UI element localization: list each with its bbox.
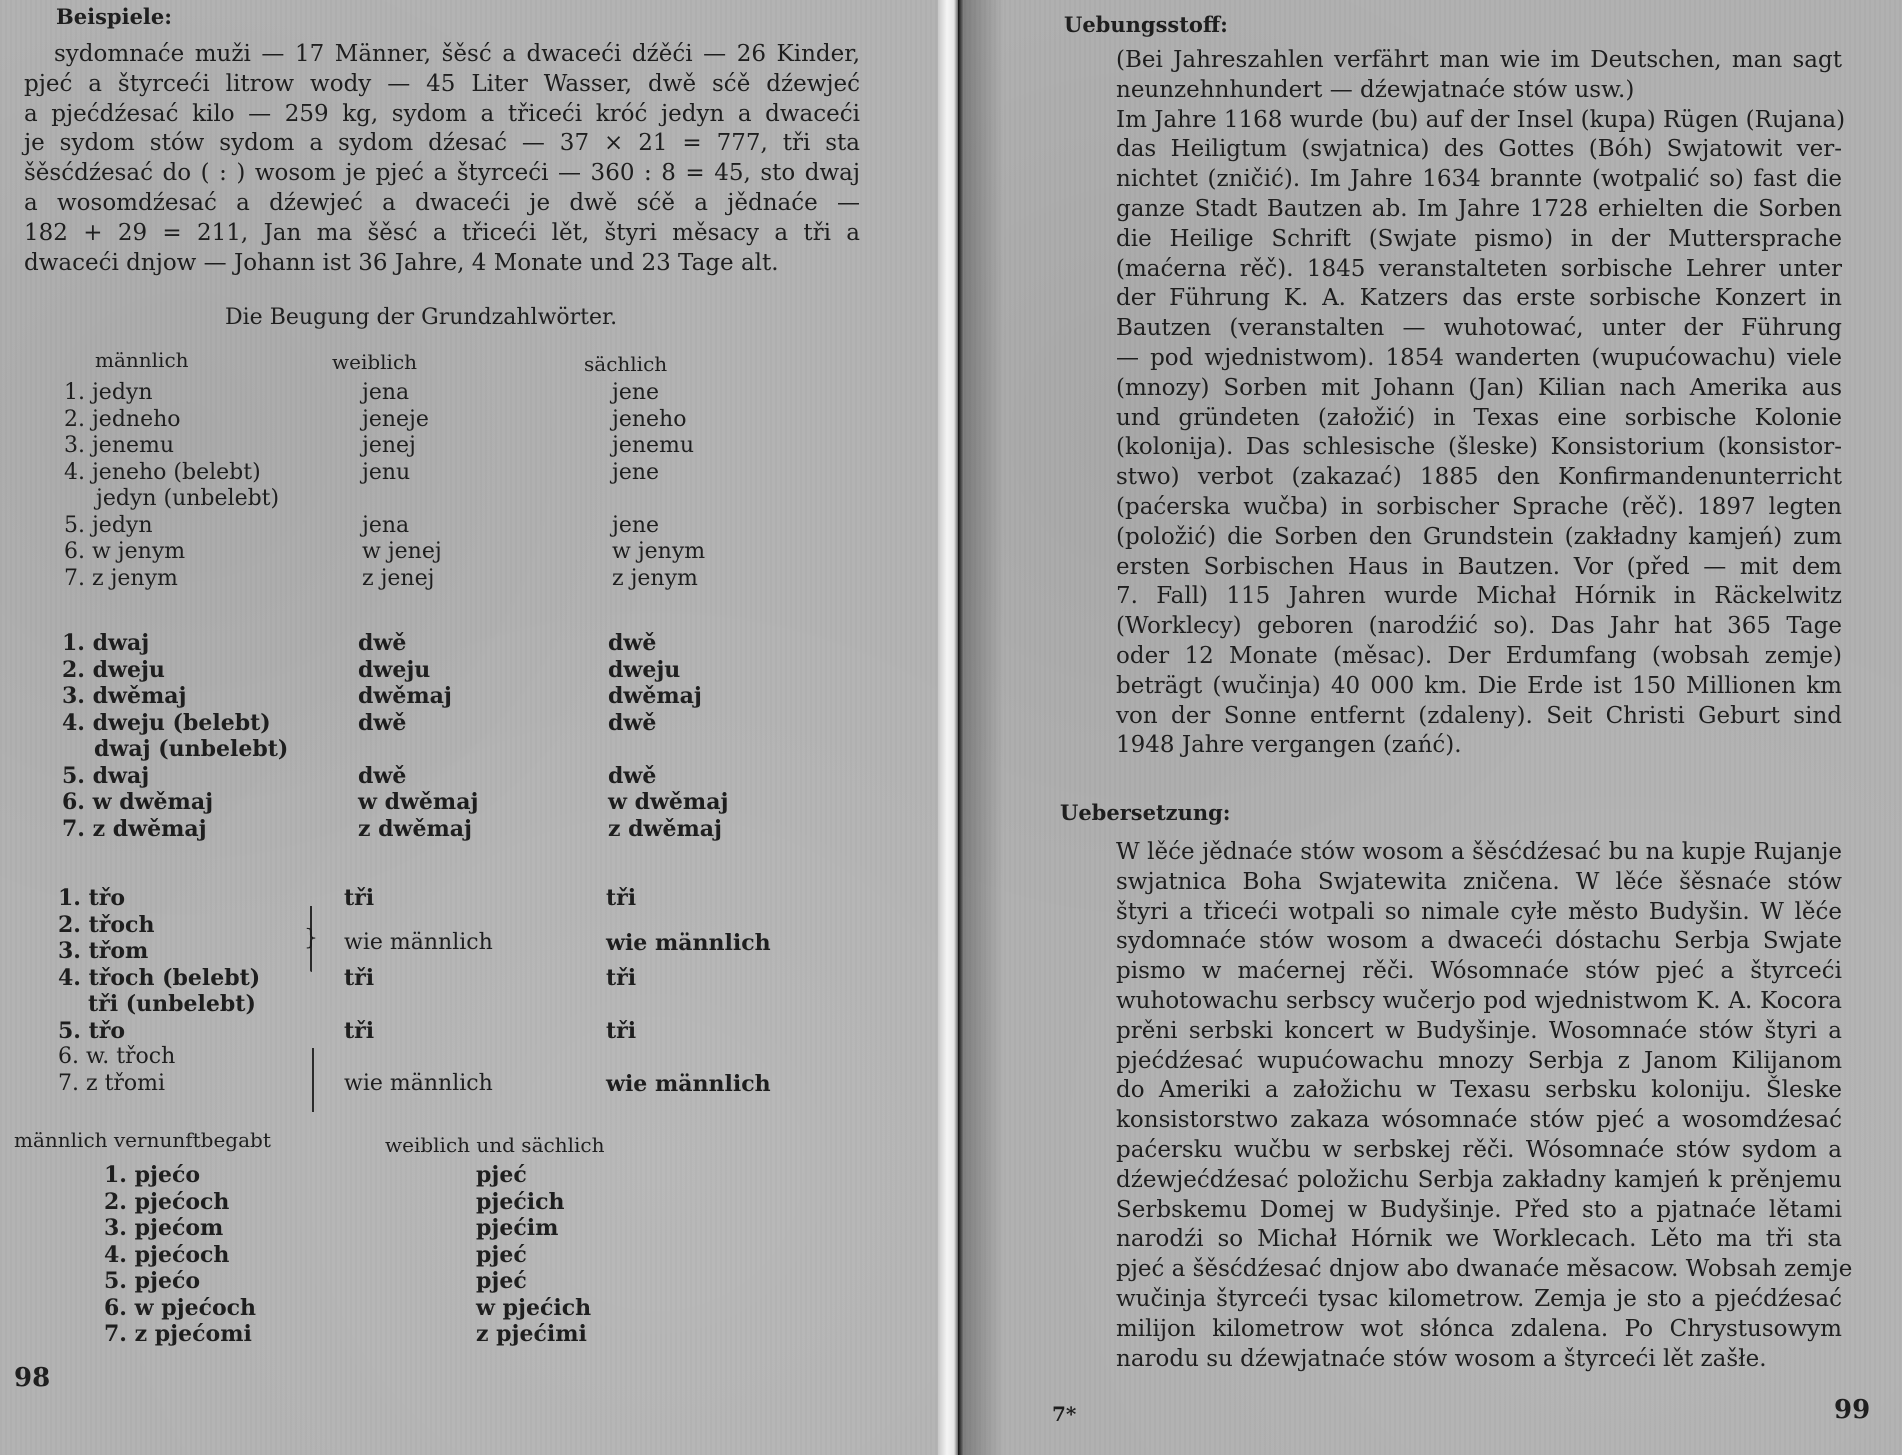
left-page <box>0 0 938 1455</box>
column-header-masculine: männlich <box>95 348 189 372</box>
translation-paragraph <box>1116 838 1853 1374</box>
text-line: dźewjećdźesać položichu Serbja zakładny kamjeń k prěnjemu <box>1116 1166 1842 1193</box>
text-line: a wosomdźesać a dźewjeć a dwaceći je dwě sćě a jědnaće — <box>24 189 860 216</box>
text-line: (kolonija). Das schlesische (šleske) Konsistorium (konsistor- <box>1116 434 1842 461</box>
column-header-feminine: weiblich <box>332 350 418 374</box>
table-row: 3. dwěmaj dwěmaj dwěmaj <box>62 683 702 709</box>
text-line: pismo w maćernej rěči. Wósomnaće stów pjeć a štyrceći <box>1116 958 1842 985</box>
text-line: wučinja štyrceći tysac kilometrow. Zemja je sto a pjećdźesać <box>1116 1285 1842 1312</box>
table-row: 7. z pjećomi z pjećimi <box>104 1321 587 1347</box>
signature-mark: 7* <box>1052 1402 1077 1426</box>
text-line: (paćerska wučba) in sorbischer Sprache (rěč). 1897 legten <box>1116 493 1842 520</box>
table-row: 1. jedyn jena jene <box>64 380 660 405</box>
table-row: 7. z třomi wie männlich wie männlich <box>58 1070 771 1097</box>
text-line: nichtet (zničić). Im Jahre 1634 brannte (wotpalić so) fast die <box>1116 166 1842 193</box>
text-line: milijon kilometrow wot słónca zdalena. Po Chrystusowym <box>1116 1315 1842 1342</box>
text-line: narodu su dźewjatnaće stów wosom a štyrceći lět zašłe. <box>1116 1345 1767 1372</box>
text-line: (Bei Jahreszahlen verfährt man wie im Deutschen, man sagt <box>1116 47 1842 73</box>
table-row: 5. jedyn jena jene <box>64 512 660 538</box>
table-row: 1. dwaj dwě dwě <box>62 630 657 656</box>
table-row: 7. z dwěmaj z dwěmaj z dwěmaj <box>62 815 722 842</box>
book-gutter-highlight <box>938 0 958 1455</box>
text-line: (mnozy) Sorben mit Johann (Jan) Kilian nach Amerika aus <box>1116 374 1842 401</box>
table-row: 1. třo tři tři <box>58 885 637 911</box>
text-line: Im Jahre 1168 wurde (bu) auf der Insel (kupa) Rügen (Rujana) <box>1116 106 1846 133</box>
table-row: 6. w jenym w jenej w jenym <box>64 539 706 564</box>
table-row: 6. w pjećoch w pjećich <box>104 1294 592 1321</box>
text-line: sydomnaće muži — 17 Männer, šěsć a dwaceći dźěći — 26 Kinder, <box>54 41 860 67</box>
text-line: do Ameriki a załožichu w Texasu serbsku koloniju. Šleske <box>1116 1077 1842 1104</box>
table-row: 2. pjećoch pjećich <box>104 1188 565 1215</box>
text-line: štyri a třiceći wotpali so nimale cyłe město Budyšin. W lěće <box>1116 898 1842 925</box>
brace-tip: } <box>304 926 318 951</box>
table-row: 5. třo tři tři <box>58 1017 637 1044</box>
declension-table-three <box>58 885 778 1097</box>
text-line: Serbskemu Domej w Budyšinje. Před sto a pjatnaće lětami <box>1116 1196 1842 1223</box>
table-row: 3. třom wie männlich wie männlich <box>58 930 771 964</box>
text-line: oder 12 Monate (měsac). Der Erdumfang (wobsah zemje) <box>1116 642 1842 669</box>
column-header-feminine-neuter: weiblich und sächlich <box>385 1133 605 1157</box>
text-line: — pod wjednistwom). 1854 wanderten (wupućowachu) viele <box>1116 344 1842 371</box>
text-line: dwaceći dnjow — Johann ist 36 Jahre, 4 Monate und 23 Tage alt. <box>24 249 779 276</box>
table-row: 3. pjećom pjećim <box>104 1215 559 1241</box>
right-page <box>964 0 1902 1455</box>
text-line: stwo) verbot (zakazać) 1885 den Konfirmandenunterricht <box>1116 464 1842 491</box>
text-line: neunzehnhundert — dźewjatnaće stów usw.) <box>1116 76 1635 103</box>
translation-heading: Uebersetzung: <box>1060 800 1231 825</box>
text-line: šěsćdźesać do ( : ) wosom je pjeć a štyrceći — 360 : 8 = 45, sto dwaj <box>24 160 860 187</box>
text-line: 1948 Jahre vergangen (zańć). <box>1116 732 1462 759</box>
text-line: (položić) die Sorben den Grundstein (zakładny kamjeń) zum <box>1116 523 1842 550</box>
text-line: die Heilige Schrift (Swjate pismo) in der Muttersprache <box>1116 225 1842 252</box>
text-line: pjeć a štyrceći litrow wody — 45 Liter Wasser, dwě sćě dźewjeć <box>24 70 860 97</box>
table-row: 4. pjećoch pjeć <box>104 1241 527 1268</box>
text-line: swjatnica Boha Swjatewita zničena. W lěće šěsnaće stów <box>1116 868 1842 895</box>
table-row: 5. pjećo pjeć <box>104 1268 527 1294</box>
text-line: narodźi so Michał Hórnik we Worklecach. Lěto ma tři sta <box>1116 1226 1842 1253</box>
table-row: 2. dweju dweju dweju <box>62 656 681 683</box>
text-line: der Führung K. A. Katzers das erste sorbische Konzert in <box>1116 285 1842 312</box>
examples-heading: Beispiele: <box>56 4 173 29</box>
text-line: pjećdźesać wupućowachu mnozy Serbja z Janom Kilijanom <box>1116 1047 1842 1074</box>
table-row: jedyn (unbelebt) <box>96 486 280 511</box>
text-line: pjeć a šěsćdźesać dnjow abo dwanaće měsacow. Wobsah zemje <box>1116 1256 1853 1283</box>
text-line: ganze Stadt Bautzen ab. Im Jahre 1728 erhielten die Sorben <box>1116 195 1842 222</box>
table-row: 7. z jenym z jenej z jenym <box>64 565 698 591</box>
gutter-shadow <box>964 0 1004 1455</box>
brace-bracket <box>312 1048 314 1112</box>
declension-title: Die Beugung der Grundzahlwörter. <box>225 305 618 330</box>
text-line: je sydom stów sydom a sydom dźesać — 37 × 21 = 777, tři sta <box>24 130 860 157</box>
page-number-left: 98 <box>14 1363 51 1393</box>
text-line: konsistorstwo zakaza wósomnaće stów pjeć a wosomdźesać <box>1116 1107 1842 1134</box>
text-line: das Heiligtum (swjatnica) des Gottes (Bóh) Swjatowit ver- <box>1116 136 1842 163</box>
table-row: dwaj (unbelebt) <box>94 736 289 762</box>
text-line: (Worklecy) geboren (narodźić so). Das Jahr hat 365 Tage <box>1116 613 1842 640</box>
text-line: beträgt (wučinja) 40 000 km. Die Erde ist 150 Millionen km <box>1116 672 1842 699</box>
text-line: von der Sonne entfernt (zdaleny). Seit Christi Geburt sind <box>1116 702 1842 729</box>
table-row: 5. dwaj dwě dwě <box>62 762 657 789</box>
table-row: 3. jenemu jenej jenemu <box>64 433 695 458</box>
text-line: W lěće jědnaće stów wosom a šěsćdźesać bu na kupje Rujanje <box>1116 839 1842 865</box>
table-row: 4. dweju (belebt) dwě dwě <box>62 709 657 736</box>
exercise-heading: Uebungsstoff: <box>1064 12 1228 37</box>
text-line: ersten Sorbischen Haus in Bautzen. Vor (před — mit dem <box>1116 553 1842 580</box>
table-row: 6. w. třoch <box>58 1044 176 1069</box>
declension-table-two <box>62 630 742 842</box>
table-row: 4. třoch (belebt) tři tři <box>58 964 637 991</box>
table-row: 2. třoch <box>58 911 155 938</box>
table-row: 1. pjećo pjeć <box>104 1162 527 1188</box>
table-row: tři (unbelebt) <box>88 991 256 1017</box>
table-row: 6. w dwěmaj w dwěmaj w dwěmaj <box>62 789 729 815</box>
text-line: (maćerna rěč). 1845 veranstalteten sorbische Lehrer unter <box>1116 255 1842 282</box>
text-line: sydomnaće stów wosom a dwaceći dóstachu Serbja Swjate <box>1116 928 1842 955</box>
text-line: a pjećdźesać kilo — 259 kg, sydom a třiceći króć jedyn a dwaceći <box>24 100 860 127</box>
text-line: Bautzen (veranstalten — wuhotować, unter der Führung <box>1116 315 1842 342</box>
examples-paragraph <box>24 40 860 278</box>
page-number-right: 99 <box>1834 1395 1871 1425</box>
column-header-neuter: sächlich <box>584 352 668 376</box>
text-line: 7. Fall) 115 Jahren wurde Michał Hórnik in Räckelwitz <box>1116 583 1842 610</box>
column-header-masculine-rational: männlich vernunftbegabt <box>14 1128 271 1152</box>
declension-table-five <box>104 1162 624 1348</box>
declension-table-one <box>64 380 724 592</box>
exercise-paragraph <box>1116 46 1846 761</box>
text-line: wuhotowachu serbscy wučerjo pod wjednistwom K. A. Kocora <box>1116 987 1842 1014</box>
text-line: prěni serbski koncert w Budyšinje. Wosomnaće stów štyri a <box>1116 1017 1842 1044</box>
table-row: 4. jeneho (belebt) jenu jene <box>64 459 660 485</box>
text-line: paćersku wučbu w serbskej rěči. Wósomnaće stów sydom a <box>1116 1136 1842 1163</box>
text-line: 182 + 29 = 211, Jan ma šěsć a třiceći lět, štyri měsacy a tři a <box>24 219 860 246</box>
text-line: und gründeten (załožić) in Texas eine sorbische Kolonie <box>1116 404 1842 431</box>
table-row: 2. jedneho jeneje jeneho <box>64 406 687 432</box>
